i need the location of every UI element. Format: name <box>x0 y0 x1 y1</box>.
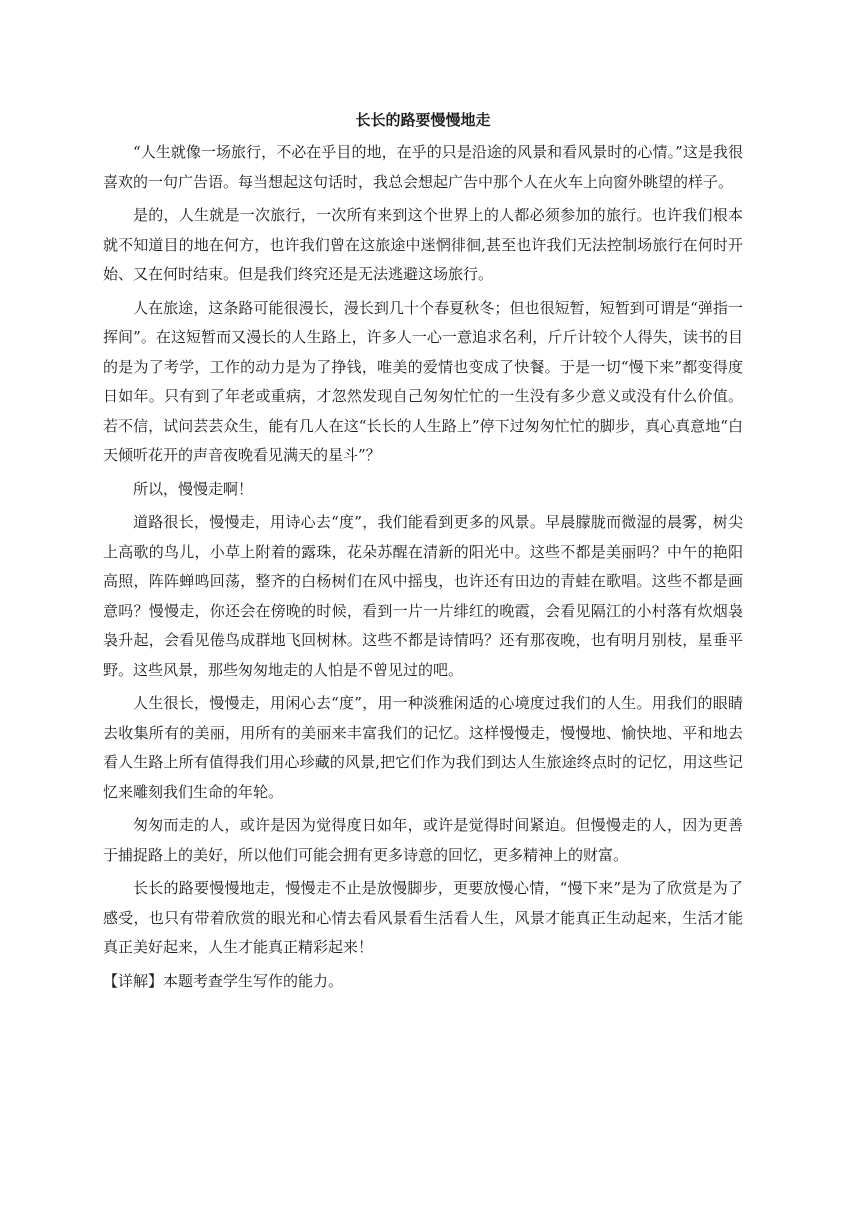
essay-title: 长长的路要慢慢地走 <box>355 111 491 129</box>
detail-explanation: 【详解】本题考查学生写作的能力。 <box>103 971 344 990</box>
paragraph-4: 所以，慢慢走啊！ <box>133 479 254 498</box>
paragraph-8: 长长的路要慢慢地走，慢慢走不止是放慢脚步，更要放慢心情，“慢下来”是为了欣赏是为了感受，也只有带着欣赏的眼光和心情去看风景看生活看人生，风景才能真正生动起来，生活才能真正美好起来，人生才能真正精彩起来！ <box>103 879 743 956</box>
paragraph-3: 人在旅途，这条路可能很漫长，漫长到几十个春夏秋冬；但也很短暂，短暂到可谓是“弹指一挥间”。在这短暂而又漫长的人生路上，许多人一心一意追求名利，斤斤计较个人得失，读书的目的是为了考学，工作的动力是为了挣钱，唯美的爱情也变成了快餐。于是一切“慢下来”都变得度日如年。只有到了年老或重病，才忽然发现自己匆匆忙忙的一生没有多少意义或没有什么价值。若不信，试问芸芸众生，能有几人在这“长长的人生路上”停下过匆匆忙忙的脚步，真心真意地“白天倾听花开的声音夜晚看见满天的星斗”？ <box>103 298 743 464</box>
paragraph-1: “人生就像一场旅行，不必在乎目的地，在乎的只是沿途的风景和看风景时的心情。”这是我很喜欢的一句广告语。每当想起这句话时，我总会想起广告中那个人在火车上向窗外眺望的样子。 <box>103 143 743 191</box>
paragraph-6: 人生很长，慢慢走，用闲心去“度”，用一种淡雅闲适的心境度过我们的人生。用我们的眼睛去收集所有的美丽，用所有的美丽来丰富我们的记忆。这样慢慢走，慢慢地、愉快地、平和地去看人生路上所有值得我们用心珍藏的风景,把它们作为我们到达人生旅途终点时的记忆，用这些记忆来雕刻我们生命的年轮。 <box>103 694 743 801</box>
paragraph-7: 匆匆而走的人，或许是因为觉得度日如年，或许是觉得时间紧迫。但慢慢走的人，因为更善于捕捉路上的美好，所以他们可能会拥有更多诗意的回忆，更多精神上的财富。 <box>103 816 743 864</box>
paragraph-5: 道路很长，慢慢走，用诗心去“度”，我们能看到更多的风景。早晨朦胧而微湿的晨雾，树尖上高歌的鸟儿，小草上附着的露珠，花朵苏醒在清新的阳光中。这些不都是美丽吗？中午的艳阳高照，阵阵蝉鸣回荡，整齐的白杨树们在风中摇曳，也许还有田边的青蛙在歌唱。这些不都是画意吗？慢慢走，你还会在傍晚的时候，看到一片一片绯红的晚霞，会看见隔江的小村落有炊烟袅袅升起，会看见倦鸟成群地飞回树林。这些不都是诗情吗？还有那夜晚，也有明月别枝，星垂平野。这些风景，那些匆匆地走的人怕是不曾见过的吧。 <box>103 513 743 679</box>
document-body <box>103 108 743 996</box>
paragraph-2: 是的，人生就是一次旅行，一次所有来到这个世界上的人都必须参加的旅行。也许我们根本就不知道目的地在何方，也许我们曾在这旅途中迷惘徘徊,甚至也许我们无法控制场旅行在何时开始、又在何时结束。但是我们终究还是无法逃避这场旅行。 <box>103 206 743 283</box>
